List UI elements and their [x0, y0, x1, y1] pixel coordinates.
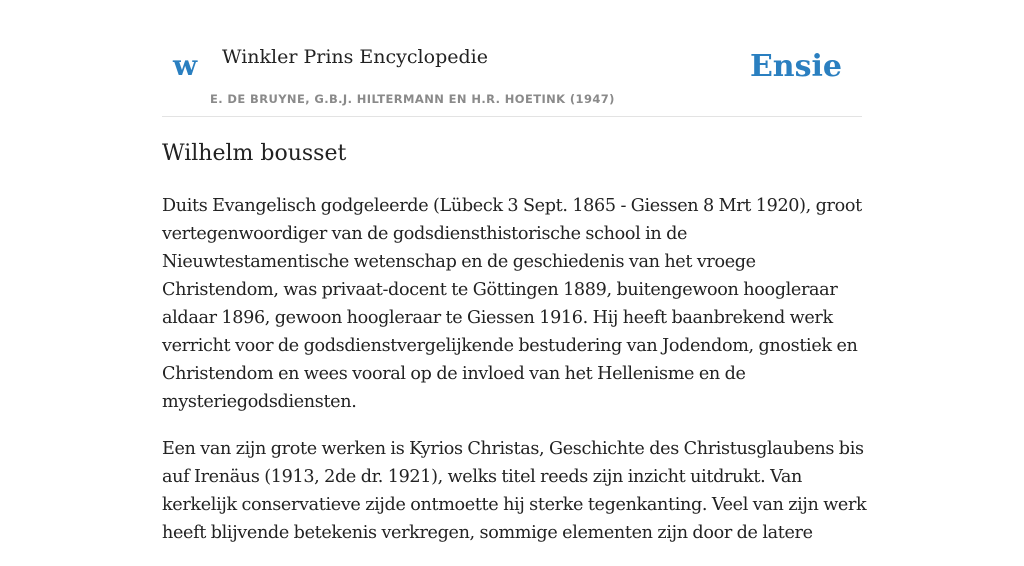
- article-paragraph: Duits Evangelisch godgeleerde (Lübeck 3 Sept. 1865 - Giessen 8 Mrt 1920), groot vertegenwoordiger van de godsdiensthistorische school in de Nieuwtestamentische wetenschap en de geschiedenis van het vroege Christendom, was privaat-docent te Göttingen 1889, buitengewoon hoogleraar aldaar 1896, gewoon hoogleraar te Giessen 1916. Hij heeft baanbrekend werk verricht voor de godsdienstvergelijkende bestudering van Jodendom, gnostiek en Christendom en wees vooral op de invloed van het Hellenisme en de mysteriegodsdiensten.: [162, 196, 862, 412]
- winkler-prins-logo-icon[interactable]: w: [173, 49, 198, 82]
- article-paragraph: Een van zijn grote werken is Kyrios Christas, Geschichte des Christusglaubens bis auf Irenäus (1913, 2de dr. 1921), welks titel reeds zijn inzicht uitdrukt. Van kerkelijk conservatieve zijde ontmoette hij sterke tegenkanting. Veel van zijn werk heeft blijvende betekenis verkregen, sommige elementen zijn door de latere: [162, 439, 867, 543]
- encyclopedia-title[interactable]: Winkler Prins Encyclopedie: [222, 46, 488, 68]
- article-body: [162, 192, 874, 566]
- encyclopedia-header: [162, 40, 862, 117]
- article-title: Wilhelm bousset: [162, 141, 347, 166]
- encyclopedia-authors: E. DE BRUYNE, G.B.J. HILTERMANN EN H.R. HOETINK (1947): [210, 92, 615, 106]
- ensie-brand-link[interactable]: Ensie: [749, 49, 842, 84]
